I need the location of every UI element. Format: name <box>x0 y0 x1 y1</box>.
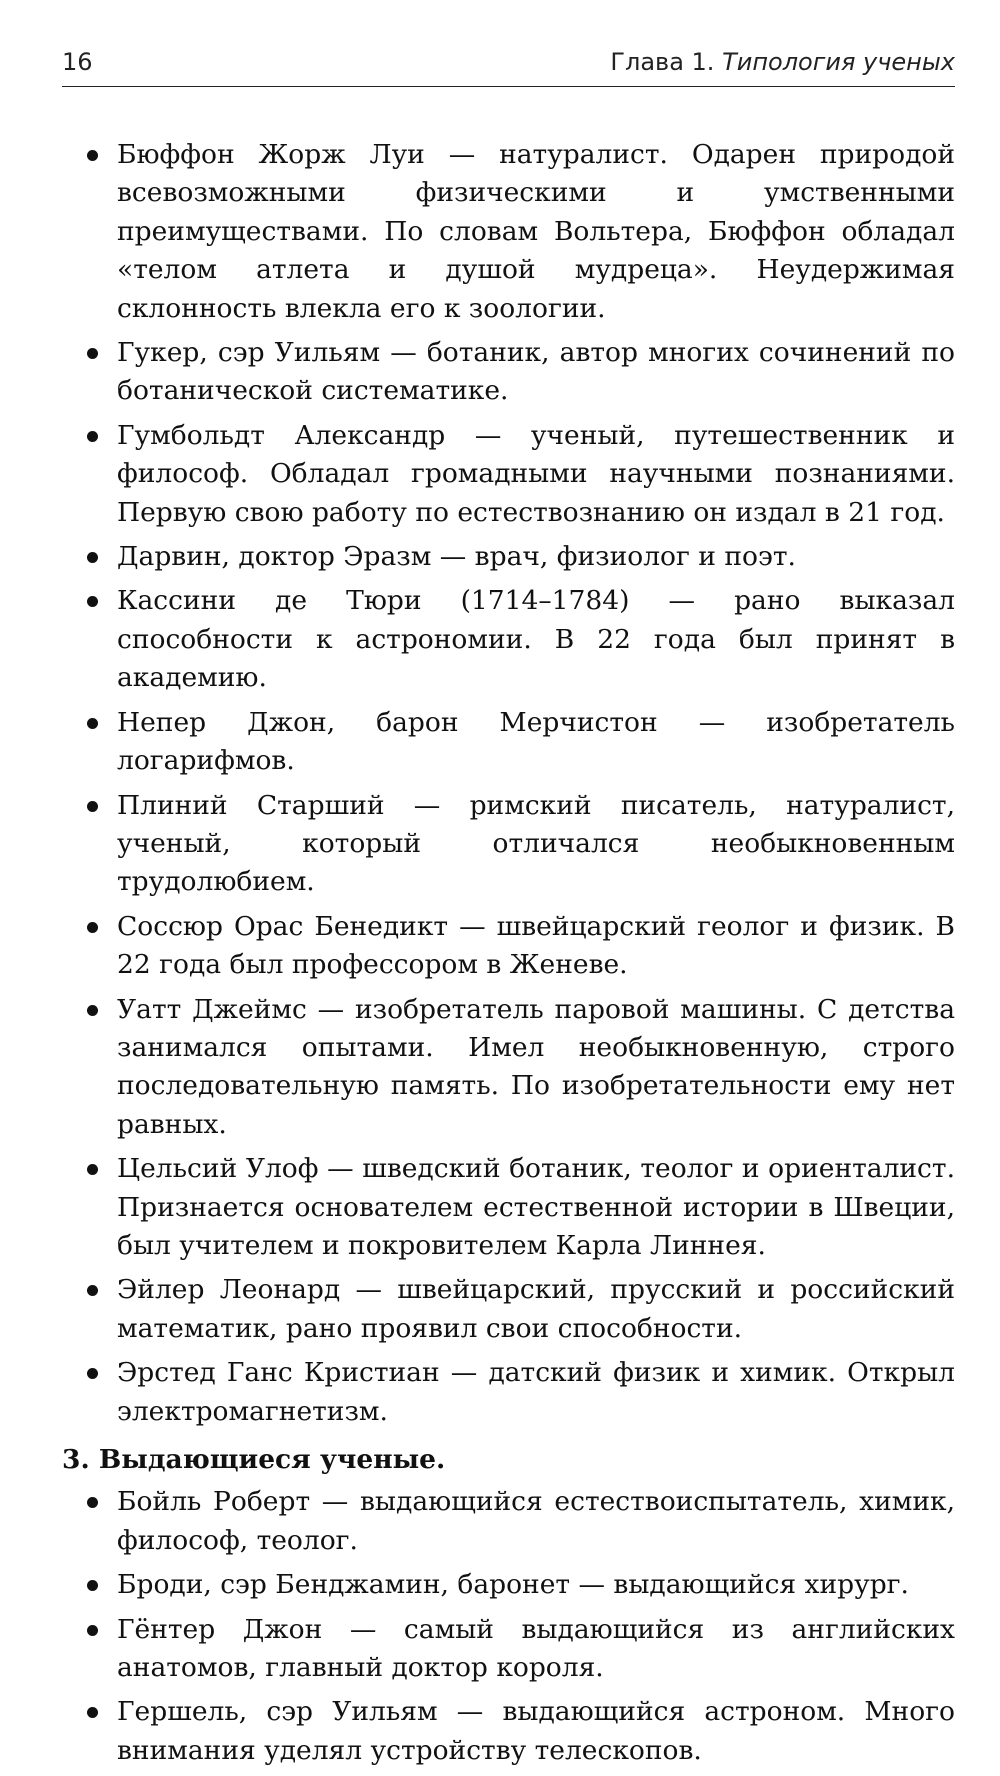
bullet-icon <box>87 1285 98 1296</box>
list-item <box>62 1354 955 1431</box>
bullet-icon <box>87 922 98 933</box>
bullet-icon <box>87 1580 98 1591</box>
list-item <box>62 538 955 576</box>
list-item <box>62 1271 955 1348</box>
list-item <box>62 1566 955 1604</box>
list-item-text: Эйлер Леонард — швейцарский, прусский и российский математик, рано проявил свои способности. <box>117 1274 955 1344</box>
list-item-text: Цельсий Улоф — шведский ботаник, теолог и ориенталист. Признается основателем естественной истории в Швеции, был учителем и покровителем Карла Линнея. <box>117 1153 955 1261</box>
list-item <box>62 136 955 328</box>
bullet-icon <box>87 1707 98 1718</box>
list-item <box>62 787 955 902</box>
bullet-icon <box>87 1368 98 1379</box>
section-heading: 3. Выдающиеся ученые. <box>62 1444 446 1475</box>
chapter-reference <box>610 48 955 76</box>
list-item <box>62 334 955 411</box>
list-item <box>62 1483 955 1560</box>
list-item <box>62 1693 955 1770</box>
list-item-text: Бюффон Жорж Луи — натуралист. Одарен природой всевозможными физическими и умственными преимуществами. По словам Вольтера, Бюффон обладал «телом атлета и душой мудреца». Неудержимая склонность влекла его к зоологии. <box>117 139 955 324</box>
list-item-text: Уатт Джеймс — изобретатель паровой машины. С детства занимался опытами. Имел необыкновенную, строго последовательную память. По изобретательности ему нет равных. <box>117 993 955 1140</box>
list-item-text: Гёнтер Джон — самый выдающийся из английских анатомов, главный доктор короля. <box>117 1613 955 1684</box>
page-body <box>62 136 955 1776</box>
list-item <box>62 417 955 532</box>
list-item-text: Эрстед Ганс Кристиан — датский физик и химик. Открыл электромагнетизм. <box>117 1357 955 1427</box>
running-header <box>62 46 955 87</box>
chapter-label: Глава 1. <box>610 48 715 76</box>
bullet-icon <box>87 1005 98 1016</box>
bullet-icon <box>87 596 98 607</box>
bullet-icon <box>87 431 98 442</box>
outstanding-scientists-list <box>62 1483 955 1770</box>
list-item <box>62 1611 955 1688</box>
list-item <box>62 704 955 781</box>
list-item-text: Гукер, сэр Уильям — ботаник, автор многих сочинений по ботанической систематике. <box>117 337 955 407</box>
list-item <box>62 908 955 985</box>
chapter-title: Типология ученых <box>722 48 955 76</box>
list-item-text: Гершель, сэр Уильям — выдающийся астроном. Много внимания уделял устройству телескопов. <box>117 1696 955 1766</box>
bullet-icon <box>87 348 98 359</box>
bullet-icon <box>87 552 98 563</box>
bullet-icon <box>87 1497 98 1508</box>
bullet-icon <box>87 801 98 812</box>
list-item-text: Броди, сэр Бенджамин, баронет — выдающийся хирург. <box>117 1569 909 1601</box>
list-item <box>62 582 955 697</box>
bullet-icon <box>87 718 98 729</box>
list-item-text: Кассини де Тюри (1714–1784) — рано выказал способности к астрономии. В 22 года был принят в академию. <box>117 585 955 694</box>
list-item-text: Бойль Роберт — выдающийся естествоиспытатель, химик, философ, теолог. <box>117 1486 955 1556</box>
list-item <box>62 991 955 1145</box>
scientists-list <box>62 136 955 1431</box>
list-item <box>62 1150 955 1265</box>
list-item-text: Дарвин, доктор Эразм — врач, физиолог и поэт. <box>117 541 796 573</box>
bullet-icon <box>87 1164 98 1175</box>
page-number: 16 <box>62 48 93 76</box>
list-item-text: Соссюр Орас Бенедикт — швейцарский геолог и физик. В 22 года был профессором в Женеве. <box>117 910 955 981</box>
list-item-text: Плиний Старший — римский писатель, натуралист, ученый, который отличался необыкновенным трудолюбием. <box>117 789 955 898</box>
list-item-text: Непер Джон, барон Мерчистон — изобретатель логарифмов. <box>117 706 955 777</box>
list-item-text: Гумбольдт Александр — ученый, путешественник и философ. Обладал громадными научными познаниями. Первую свою работу по естествознанию он издал в 21 год. <box>117 419 955 528</box>
bullet-icon <box>87 1625 98 1636</box>
bullet-icon <box>87 150 98 161</box>
